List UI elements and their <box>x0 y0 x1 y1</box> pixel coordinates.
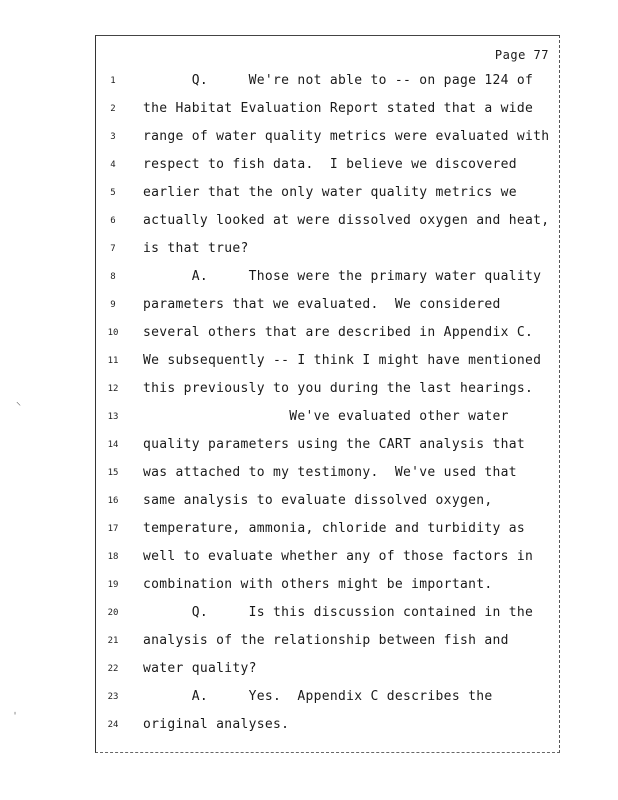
transcript-line <box>96 493 561 513</box>
line-text: We've evaluated other water <box>143 409 509 424</box>
line-text: combination with others might be important. <box>143 577 493 592</box>
line-text: Q. Is this discussion contained in the <box>143 605 534 620</box>
line-number: 19 <box>107 580 119 590</box>
page-number: Page 77 <box>494 48 549 62</box>
transcript-line <box>96 269 561 289</box>
line-number: 15 <box>107 468 119 478</box>
line-text: this previously to you during the last hearings. <box>143 381 534 396</box>
transcript-line <box>96 325 561 345</box>
line-text: Q. We're not able to -- on page 124 of <box>143 73 534 88</box>
line-number: 24 <box>107 720 119 730</box>
line-text: analysis of the relationship between fish and <box>143 633 509 648</box>
transcript-line <box>96 521 561 541</box>
line-text: is that true? <box>143 241 249 256</box>
transcript-line <box>96 605 561 625</box>
line-number: 23 <box>107 692 119 702</box>
line-text: well to evaluate whether any of those factors in <box>143 549 534 564</box>
line-number: 21 <box>107 636 119 646</box>
line-number: 5 <box>110 188 116 198</box>
line-text: earlier that the only water quality metrics we <box>143 185 517 200</box>
line-number: 1 <box>110 76 116 86</box>
line-number: 3 <box>110 132 116 142</box>
transcript-line <box>96 689 561 709</box>
transcript-line <box>96 633 561 653</box>
line-text: several others that are described in Appendix C. <box>143 325 534 340</box>
transcript-line <box>96 241 561 261</box>
line-number: 8 <box>110 272 116 282</box>
line-number: 20 <box>107 608 119 618</box>
line-number: 7 <box>110 244 116 254</box>
line-text: water quality? <box>143 661 257 676</box>
transcript-line <box>96 577 561 597</box>
transcript-line <box>96 353 561 373</box>
line-number: 6 <box>110 216 116 226</box>
transcript-line <box>96 185 561 205</box>
transcript-line <box>96 437 561 457</box>
line-text: actually looked at were dissolved oxygen and heat, <box>143 213 550 228</box>
line-text: same analysis to evaluate dissolved oxygen, <box>143 493 493 508</box>
line-text: quality parameters using the CART analysis that <box>143 437 525 452</box>
transcript-line <box>96 549 561 569</box>
line-text: the Habitat Evaluation Report stated that a wide <box>143 101 534 116</box>
line-number: 12 <box>107 384 119 394</box>
line-text: original analyses. <box>143 717 290 732</box>
line-text: A. Those were the primary water quality <box>143 269 542 284</box>
line-number: 18 <box>107 552 119 562</box>
line-number: 11 <box>107 356 119 366</box>
transcript-line <box>96 213 561 233</box>
line-number: 13 <box>107 412 119 422</box>
transcript-line <box>96 297 561 317</box>
line-number: 10 <box>107 328 119 338</box>
line-number: 22 <box>107 664 119 674</box>
transcript-line <box>96 73 561 93</box>
transcript-page <box>95 35 560 753</box>
transcript-line <box>96 661 561 681</box>
line-text: parameters that we evaluated. We considered <box>143 297 501 312</box>
line-text: was attached to my testimony. We've used that <box>143 465 517 480</box>
transcript-line <box>96 157 561 177</box>
line-text: A. Yes. Appendix C describes the <box>143 689 493 704</box>
line-text: range of water quality metrics were evaluated with <box>143 129 550 144</box>
margin-speck: ˌ <box>12 705 19 716</box>
line-text: We subsequently -- I think I might have mentioned <box>143 353 542 368</box>
line-number: 9 <box>110 300 116 310</box>
transcript-line <box>96 129 561 149</box>
transcript-line <box>96 381 561 401</box>
line-text: respect to fish data. I believe we discovered <box>143 157 517 172</box>
transcript-line <box>96 717 561 737</box>
line-number: 17 <box>107 524 119 534</box>
transcript-line <box>96 101 561 121</box>
line-text: temperature, ammonia, chloride and turbidity as <box>143 521 525 536</box>
line-number: 16 <box>107 496 119 506</box>
margin-speck: ⸌ <box>16 401 21 412</box>
transcript-line <box>96 465 561 485</box>
line-number: 14 <box>107 440 119 450</box>
line-number: 4 <box>110 160 116 170</box>
transcript-line <box>96 409 561 429</box>
line-number: 2 <box>110 104 116 114</box>
